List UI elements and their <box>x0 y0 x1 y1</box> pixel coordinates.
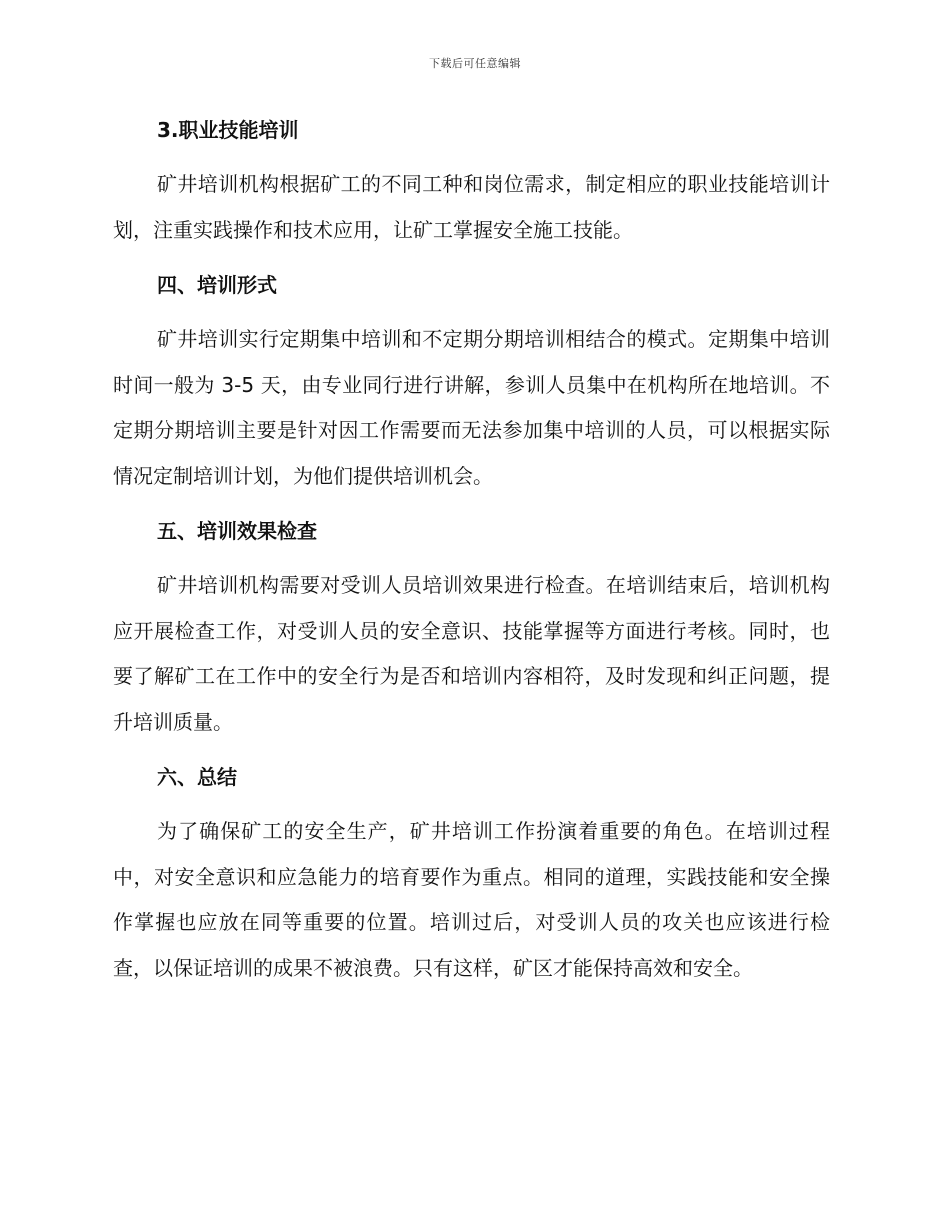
section-paragraph: 为了确保矿工的安全生产，矿井培训工作扮演着重要的角色。在培训过程中，对安全意识和应急能力的培育要作为重点。相同的道理，实践技能和安全操作掌握也应放在同等重要的位置。培训过后，对受训人员的攻关也应该进行检查，以保证培训的成果不被浪费。只有这样，矿区才能保持高效和安全。 <box>113 819 830 980</box>
section-paragraph: 矿井培训实行定期集中培训和不定期分期培训相结合的模式。定期集中培训时间一般为 3-5 天，由专业同行进行讲解，参训人员集中在机构所在地培训。不定期分期培训主要是针对因工作需要而无法参加集中培训的人员，可以根据实际情况定制培训计划，为他们提供培训机会。 <box>113 327 830 488</box>
section-heading: 六、总结 <box>157 765 237 789</box>
section-heading: 五、培训效果检查 <box>157 519 317 543</box>
section-paragraph: 矿井培训机构根据矿工的不同工种和岗位需求，制定相应的职业技能培训计划，注重实践操作和技术应用，让矿工掌握安全施工技能。 <box>113 172 830 242</box>
page-header: 下载后可任意编辑 <box>429 57 521 70</box>
section-paragraph: 矿井培训机构需要对受训人员培训效果进行检查。在培训结束后，培训机构应开展检查工作，对受训人员的安全意识、技能掌握等方面进行考核。同时，也要了解矿工在工作中的安全行为是否和培训内容相符，及时发现和纠正问题，提升培训质量。 <box>113 573 830 734</box>
section-heading: 3.职业技能培训 <box>157 118 299 142</box>
section-heading: 四、培训形式 <box>157 273 277 297</box>
document-body <box>113 108 830 991</box>
